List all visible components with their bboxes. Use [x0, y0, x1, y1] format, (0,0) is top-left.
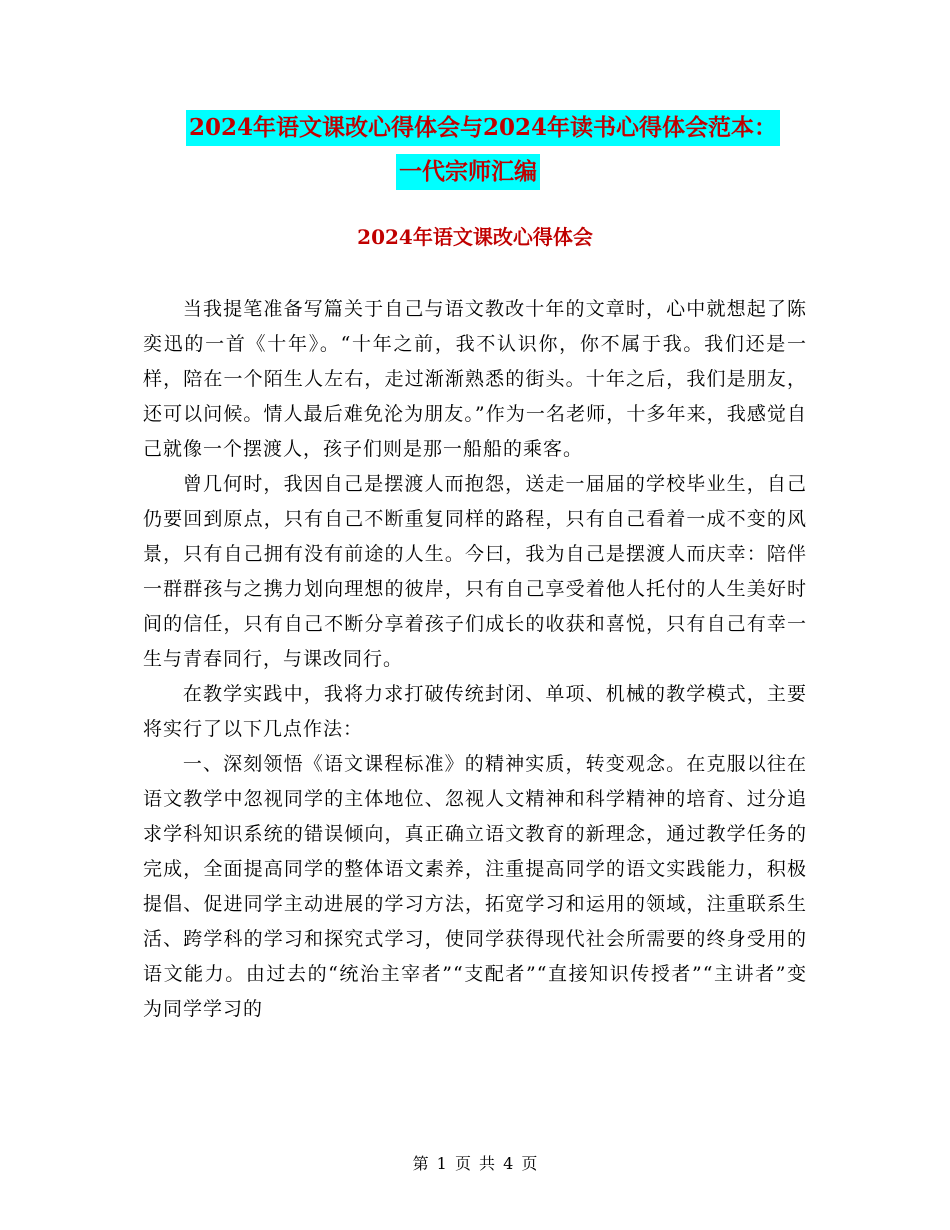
paragraph: 一、深刻领悟《语文课程标准》的精神实质，转变观念。在克服以往在语文教学中忽视同学的主体地位、忽视人文精神和科学精神的培育、过分追求学科知识系统的错误倾向，真正确立语文教育的新理念，通过教学任务的完成，全面提高同学的整体语文素养，注重提高同学的语文实践能力，积极提倡、促进同学主动进展的学习方法，拓宽学习和运用的领域，注重联系生活、跨学科的学习和探究式学习，使同学获得现代社会所需要的终身受用的语文能力。由过去的“统治主宰者”“支配者”“直接知识传授者”“主讲者”变为同学学习的 — [143, 753, 807, 1020]
paragraph: 当我提笔准备写篇关于自己与语文教改十年的文章时，心中就想起了陈奕迅的一首《十年》。“十年之前，我不认识你，你不属于我。我们还是一样，陪在一个陌生人左右，走过渐渐熟悉的街头。十年之后，我们是朋友，还可以问候。情人最后难免沦为朋友。”作为一名老师，十多年来，我感觉自己就像一个摆渡人，孩子们则是那一船船的乘客。 — [143, 298, 807, 460]
body-text — [143, 292, 807, 1027]
page-footer: 第 1 页 共 4 页 — [412, 1154, 538, 1173]
document-title-line-1: 2024年语文课改心得体会与2024年读书心得体会范本： — [186, 110, 780, 146]
paragraph: 曾几何时，我因自己是摆渡人而抱怨，送走一届届的学校毕业生，自己仍要回到原点，只有自己不断重复同样的路程，只有自己看着一成不变的风景，只有自己拥有没有前途的人生。今曰，我为自己是摆渡人而庆幸：陪伴一群群孩与之携力划向理想的彼岸，只有自己享受着他人托付的人生美好时间的信任，只有自己不断分享着孩子们成长的收获和喜悦，只有自己有幸一生与青春同行，与课改同行。 — [143, 473, 807, 670]
paragraph: 在教学实践中，我将力求打破传统封闭、单项、机械的教学模式，主要将实行了以下几点作法： — [143, 683, 807, 740]
document-title-line-2: 一代宗师汇编 — [396, 154, 540, 190]
document-title — [0, 110, 950, 190]
section-title: 2024年语文课改心得体会 — [357, 225, 593, 249]
